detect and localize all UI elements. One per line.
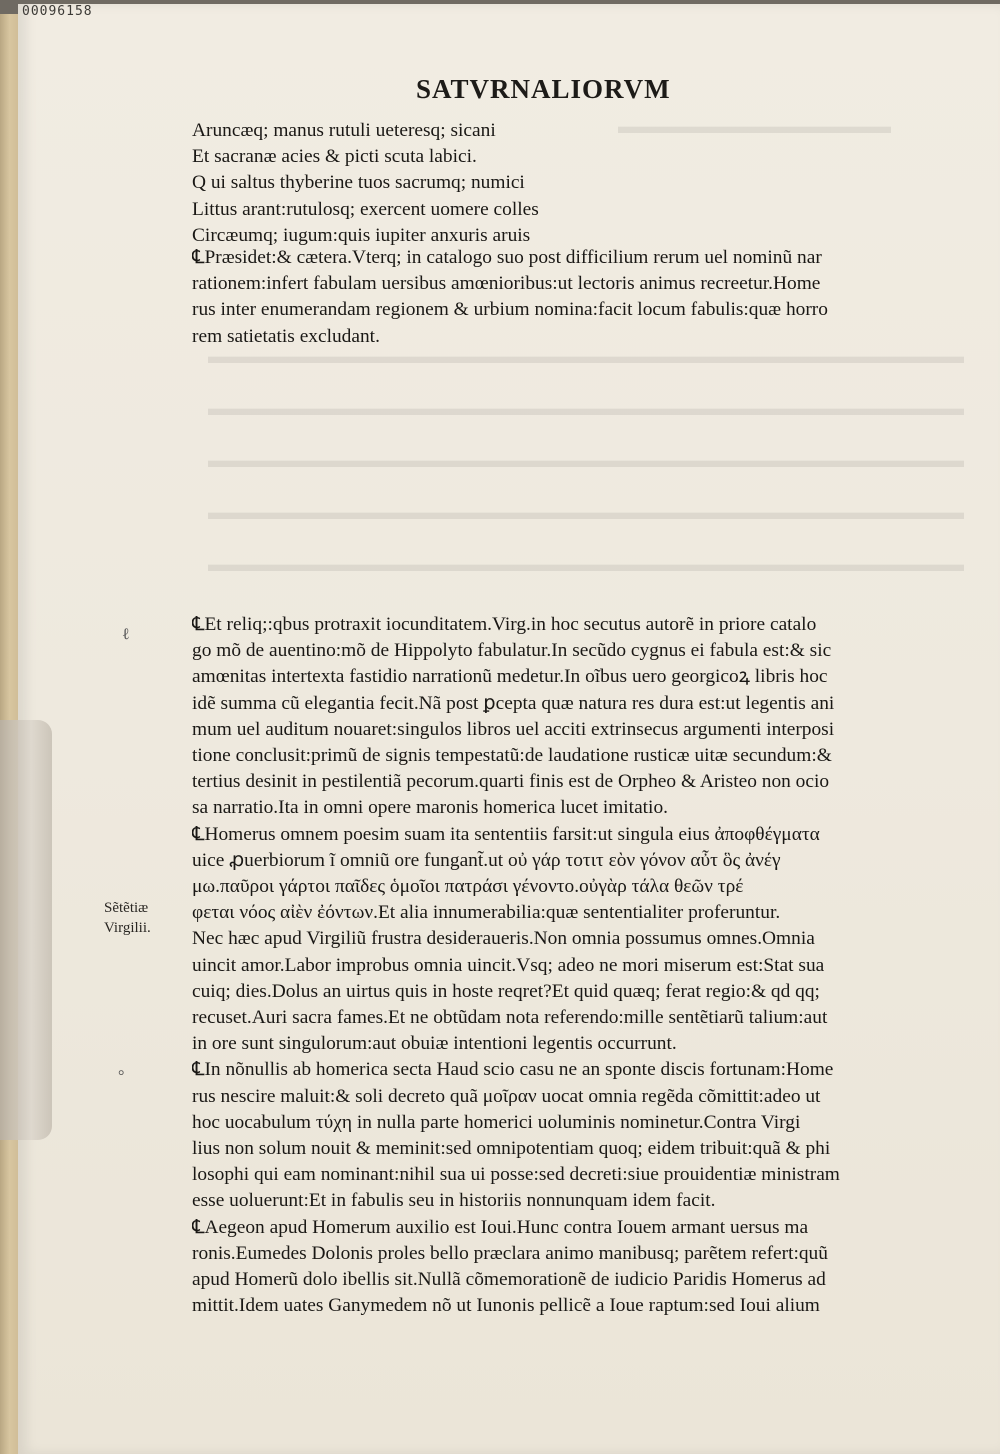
text-line: tione conclusit:primũ de signis tempestatũ:de laudatione rusticæ uitæ secundum:& [192, 745, 832, 767]
text-line: rus inter enumerandam regionem & urbium nomina:facit locum fabulis:quæ horro [192, 299, 828, 321]
verse-block [192, 118, 932, 249]
text-line: lius non solum nouit & meminit:sed omnipotentiam quoq; eidem tribuit:quã & phi [192, 1138, 831, 1160]
text-line: ℄Aegeon apud Homerum auxilio est Ioui.Hunc contra Iouem armant uersus ma [192, 1216, 809, 1238]
verse-line: Littus arant:rutulosq; exercent uomere colles [192, 198, 539, 220]
text-line: ℄Et reliq;:qbus protraxit iocunditatem.Virg.in hoc secutus autorẽ in priore catalo [192, 614, 817, 635]
verse-line: Circæumq; iugum:quis iupiter anxuris aruis [192, 224, 531, 246]
text-line: ℄Homerus omnem poesim suam ita sententiis farsit:ut singula eius ἀποφθέγματα [192, 823, 820, 845]
catalog-number: 00096158 [22, 4, 93, 19]
main-text-block [192, 612, 932, 1319]
text-line: cuiq; dies.Dolus an uirtus quis in hoste reqret?Et quid quæq; ferat regio:& qd qq; [192, 980, 820, 1002]
verse-line: Et sacranæ acies & picti scuta labici. [192, 146, 477, 168]
text-line: uincit amor.Labor improbus omnia uincit.Vsq; adeo ne mori miserum est:Stat sua [192, 954, 825, 976]
text-line: rus nescire maluit:& soli decreto quã μοῖραν uocat omnia regẽda cõmittit:adeo ut [192, 1085, 821, 1107]
text-line: go mõ de auentino:mõ de Hippolyto fabulatur.In secũdo cygnus ei fabula est:& sic [192, 640, 832, 662]
text-line: idẽ summa cũ elegantia fecit.Nã post ꝑcepta quæ natura res dura est:ut legentis ani [192, 692, 835, 714]
bleed-through: ▬▬▬▬▬▬▬▬▬▬▬▬▬▬▬▬▬▬▬▬▬▬▬▬▬▬▬▬▬▬▬▬▬▬▬▬ [208, 448, 964, 472]
marginal-note [104, 898, 151, 938]
text-line: in ore sunt singulorum:aut obuiæ intentioni legentis occurrunt. [192, 1033, 677, 1055]
verse-line: Aruncæq; manus rutuli ueteresq; sicani [192, 120, 496, 141]
text-line: μω.παῦροι γάρτοι παῖδες ὁμοῖοι πατράσι γένοντο.οὐγὰρ τάλα θεῶν τρέ [192, 876, 744, 898]
text-line: recuset.Auri sacra fames.Et ne obtũdam nota referendo:mille sentẽtiarũ talium:aut [192, 1007, 828, 1029]
text-line: ronis.Eumedes Dolonis proles bello præclara animo manibusq; parẽtem refert:quũ [192, 1242, 828, 1264]
text-line: amœnitas intertexta fastidio narrationũ medetur.In oĩbus uero georgicoꝝ libris hoc [192, 666, 828, 688]
verse-line: Q ui saltus thyberine tuos sacrumq; numici [192, 172, 525, 194]
bleed-through: ▬▬▬▬▬▬▬▬▬▬▬▬▬▬▬▬▬▬▬▬▬▬▬▬▬▬▬▬▬▬▬▬▬▬▬▬ [208, 552, 964, 576]
marginal-note-line: Sẽtẽtiæ [104, 900, 149, 916]
text-line: mum uel auditum nouaret:singulos libros uel acciti extrinsecus argumenti interposi [192, 718, 835, 740]
text-line: sa narratio.Ita in omni opere maronis homerica lucet imitatio. [192, 797, 668, 819]
text-line: ℄In nõnullis ab homerica secta Haud scio casu ne an sponte discis fortunam:Home [192, 1059, 834, 1081]
text-line: Nec hæc apud Virgiliũ frustra desideraueris.Non omnia possumus omnes.Omnia [192, 928, 815, 950]
text-line: ℄Præsidet:& cætera.Vterq; in catalogo suo post difficilium rerum uel nominũ nar [192, 247, 822, 268]
text-line: esse uoluerunt:Et in fabulis seu in historiis nonnunquam idem facit. [192, 1190, 716, 1212]
bleed-through: ▬▬▬▬▬▬▬▬▬▬▬▬▬▬▬▬▬▬▬▬▬▬▬▬▬▬▬▬▬▬▬▬▬▬▬▬ [208, 396, 964, 420]
margin-mark: ℓ [122, 626, 130, 643]
text-line: rem satietatis excludant. [192, 325, 380, 347]
page-clip [0, 720, 52, 1140]
paragraph-praesidet [192, 245, 932, 350]
margin-mark: ° [118, 1068, 125, 1085]
text-line: tertius desinit in pestilentiã pecorum.quarti finis est de Orpheo & Aristeo non ocio [192, 771, 830, 793]
marginal-note-line: Virgilii. [104, 920, 151, 936]
text-line: mittit.Idem uates Ganymedem nõ ut Iunonis pellicẽ a Ioue raptum:sed Ioui alium [192, 1295, 820, 1317]
text-line: uice ꝓuerbiorum ĩ omniũ ore fungant̃.ut οὐ γάρ τοτιτ εὸν γόνον αὖτ ὃς ἀνέγ [192, 849, 781, 871]
text-line: rationem:infert fabulam uersibus amœnioribus:ut lectoris animus recreetur.Home [192, 273, 821, 295]
bleed-through: ▬▬▬▬▬▬▬▬▬▬▬▬▬▬▬▬▬▬▬▬▬▬▬▬▬▬▬▬▬▬▬▬▬▬▬▬ [208, 344, 964, 368]
bleed-through: ▬▬▬▬▬▬▬▬▬▬▬▬▬ [618, 114, 891, 138]
running-head: SATVRNALIORVM [416, 74, 671, 104]
text-line: hoc uocabulum τύχη in nulla parte homerici uoluminis nominetur.Contra Virgi [192, 1111, 801, 1133]
text-line: apud Homerũ dolo ibellis sit.Nullã cõmemorationẽ de iudicio Paridis Homerus ad [192, 1269, 826, 1291]
text-line: losophi qui eam nominant:nihil sua ui posse:sed decreti:siue prouidentiæ ministram [192, 1164, 840, 1186]
bleed-through: ▬▬▬▬▬▬▬▬▬▬▬▬▬▬▬▬▬▬▬▬▬▬▬▬▬▬▬▬▬▬▬▬▬▬▬▬ [208, 500, 964, 524]
text-line: φεται νόος αἰὲν ἐόντων.Et alia innumerabilia:quæ sententialiter proferuntur. [192, 902, 781, 924]
page-leaf [18, 4, 1000, 1454]
